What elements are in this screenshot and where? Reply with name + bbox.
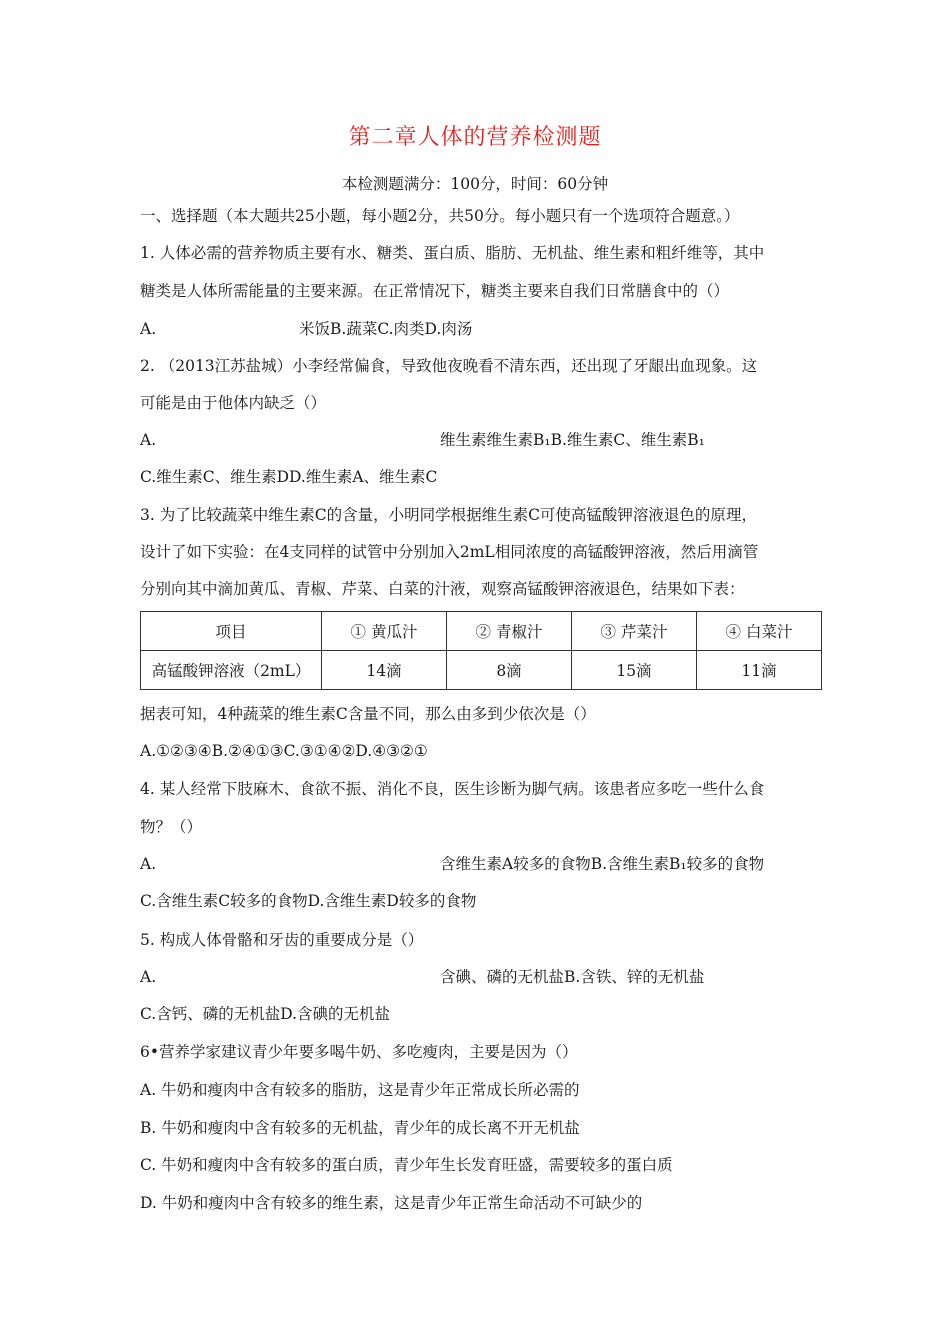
- table-header-cell: 项目: [141, 612, 322, 651]
- table-cell: 15滴: [572, 651, 697, 690]
- question-6-option-b: B. 牛奶和瘦肉中含有较多的无机盐，青少年的成长离不开无机盐: [140, 1119, 580, 1137]
- table-header-row: [141, 612, 822, 651]
- question-1-line-1: 1. 人体必需的营养物质主要有水、糖类、蛋白质、脂肪、无机盐、维生素和粗纤维等，其中: [140, 244, 765, 262]
- option-a-label: A.: [140, 320, 157, 338]
- question-4-line-1: 4. 某人经常下肢麻木、食欲不振、消化不良，医生诊断为脚气病。该患者应多吃一些什么食: [140, 780, 765, 798]
- question-2-options-cd: C.维生素C、维生素DD.维生素A、维生素C: [140, 468, 438, 486]
- page-title: 第二章人体的营养检测题: [348, 125, 602, 150]
- table-header-cell: ① 黄瓜汁: [322, 612, 447, 651]
- table-header-cell: ② 青椒汁: [447, 612, 572, 651]
- question-3-line-3: 分别向其中滴加黄瓜、青椒、芹菜、白菜的汁液，观察高锰酸钾溶液退色，结果如下表：: [140, 580, 745, 598]
- table-cell: 8滴: [447, 651, 572, 690]
- question-6-line-1: 6•营养学家建议青少年要多喝牛奶、多吃瘦肉，主要是因为（）: [140, 1043, 578, 1061]
- table-header-cell: ③ 芹菜汁: [572, 612, 697, 651]
- option-a-label: A.: [140, 855, 157, 873]
- option-a-label: A.: [140, 968, 157, 986]
- question-2-line-1: 2. （2013江苏盐城）小李经常偏食，导致他夜晚看不清东西，还出现了牙龈出血现象。这: [140, 357, 758, 375]
- exam-info: 本检测题满分：100分，时间：60分钟: [341, 175, 609, 193]
- section-heading: 一、选择题（本大题共25小题，每小题2分，共50分。每小题只有一个选项符合题意。）: [140, 207, 740, 225]
- question-6-option-d: D. 牛奶和瘦肉中含有较多的维生素，这是青少年正常生命活动不可缺少的: [140, 1194, 643, 1212]
- question-5-options-cd: C.含钙、磷的无机盐D.含碘的无机盐: [140, 1005, 391, 1023]
- question-3-line-4: 据表可知，4种蔬菜的维生素C含量不同，那么由多到少依次是（）: [140, 705, 596, 723]
- question-3-line-1: 3. 为了比较蔬菜中维生素C的含量，小明同学根据维生素C可使高锰酸钾溶液退色的原理，: [140, 506, 757, 524]
- option-a-label: A.: [140, 431, 157, 449]
- question-3-line-2: 设计了如下实验：在4支同样的试管中分别加入2mL相同浓度的高锰酸钾溶液，然后用滴管: [140, 543, 759, 561]
- table-header-cell: ④ 白菜汁: [697, 612, 822, 651]
- table-cell: 14滴: [322, 651, 447, 690]
- question-2-option-ab-text: 维生素维生素B₁B.维生素C、维生素B₁: [440, 431, 705, 449]
- table-row: [141, 651, 822, 690]
- experiment-table: [140, 611, 822, 690]
- question-4-option-ab-text: 含维生素A较多的食物B.含维生素B₁较多的食物: [440, 855, 765, 873]
- question-1-options: [140, 319, 473, 339]
- question-5-line-1: 5. 构成人体骨骼和牙齿的重要成分是（）: [140, 931, 424, 949]
- table-cell: 高锰酸钾溶液（2mL）: [141, 651, 322, 690]
- question-5-options-ab: [140, 967, 705, 987]
- question-6-option-a: A. 牛奶和瘦肉中含有较多的脂肪，这是青少年正常成长所必需的: [140, 1081, 580, 1099]
- question-4-options-ab: [140, 854, 765, 874]
- question-1-option-text: 米饭B.蔬菜C.肉类D.肉汤: [299, 320, 473, 338]
- question-6-option-c: C. 牛奶和瘦肉中含有较多的蛋白质，青少年生长发育旺盛，需要较多的蛋白质: [140, 1156, 673, 1174]
- question-2-line-2: 可能是由于他体内缺乏（）: [140, 394, 327, 412]
- table-cell: 11滴: [697, 651, 822, 690]
- question-1-line-2: 糖类是人体所需能量的主要来源。在正常情况下，糖类主要来自我们日常膳食中的（）: [140, 282, 730, 300]
- question-4-line-2: 物？（）: [140, 818, 203, 836]
- question-5-option-ab-text: 含碘、磷的无机盐B.含铁、锌的无机盐: [440, 968, 705, 986]
- question-3-options: A.①②③④B.②④①③C.③①④②D.④③②①: [140, 742, 428, 760]
- question-2-options-ab: [140, 430, 705, 450]
- question-4-options-cd: C.含维生素C较多的食物D.含维生素D较多的食物: [140, 892, 477, 910]
